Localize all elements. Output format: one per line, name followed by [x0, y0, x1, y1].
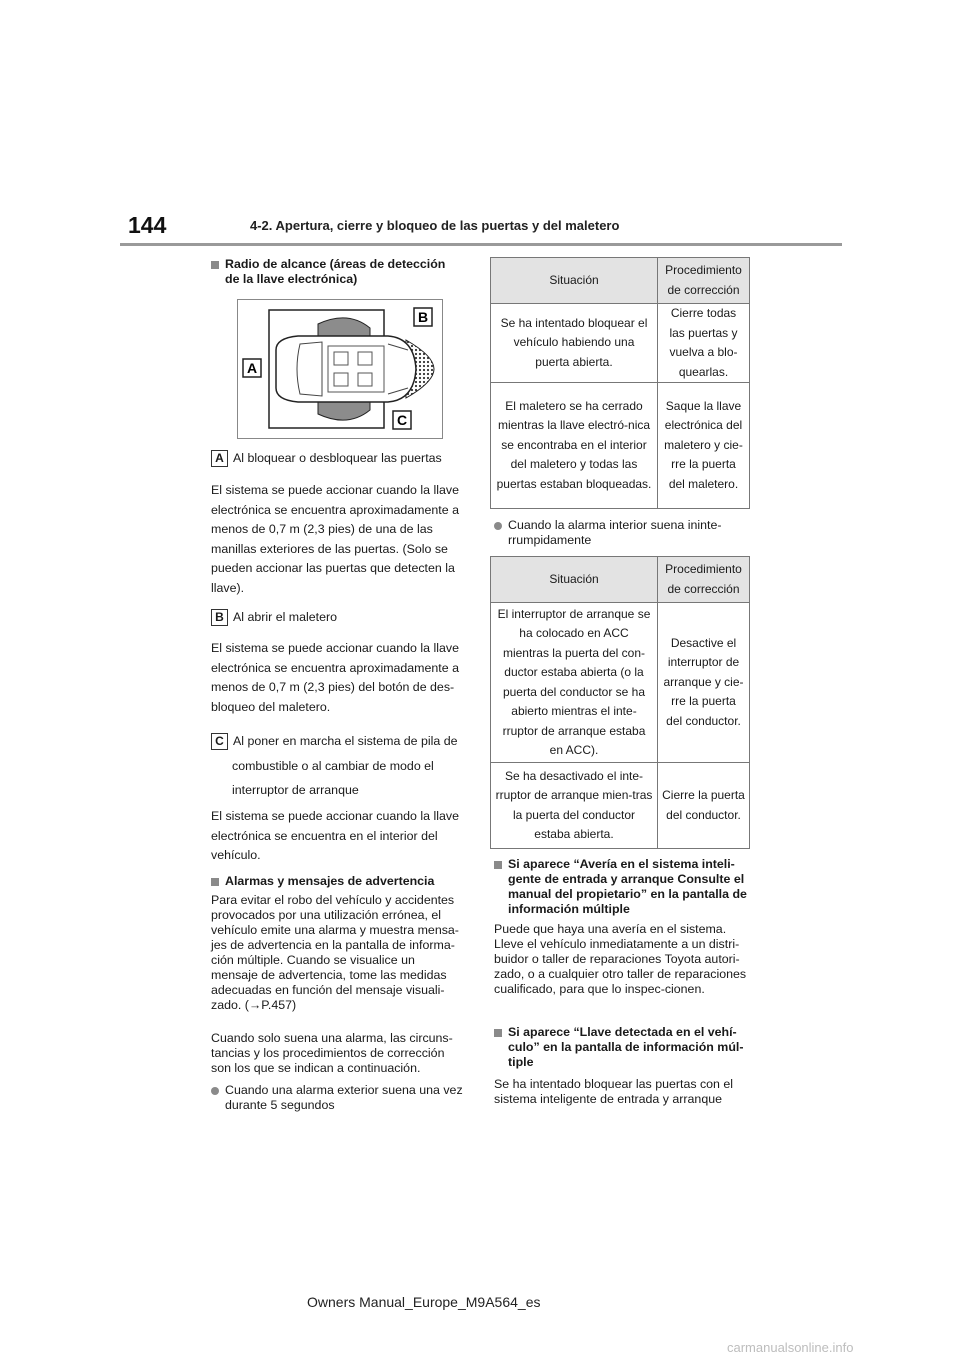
table-row: El interruptor de arranque se ha colocado en ACC mientras la puerta del con-ductor estaba abierta (o la puerta del conductor se ha abierto mientras el inte-rruptor de arranque estaba en ACC). Desactive el interruptor de arranque y cie-rre la puerta del conductor. [491, 603, 750, 763]
paragraph-alarms-2: Cuando solo suena una alarma, las circuns-tancias y los procedimientos de corrección son los que se indican a continuación. [211, 1031, 453, 1075]
heading-alarms: Alarmas y mensajes de advertencia [211, 874, 463, 889]
figure-label-b: B [417, 309, 429, 325]
table-header-situation: Situación [491, 258, 658, 304]
item-b: B Al abrir el maletero [211, 608, 463, 628]
figure-label-a: A [246, 360, 258, 376]
detection-range-figure [237, 299, 443, 439]
table-exterior-alarm [490, 257, 750, 509]
car-top-view-diagram [238, 300, 442, 438]
bullet-exterior-alarm: Cuando una alarma exterior suena una vez durante 5 segundos [211, 1083, 463, 1113]
item-c: C Al poner en marcha el sistema de pila de combustible o al cambiar de modo el interruptor de arranque [211, 729, 463, 803]
table-header-procedure: Procedimiento de corrección [658, 258, 750, 304]
page-number: 144 [128, 212, 167, 238]
heading-system-failure: Si aparece “Avería en el sistema inteli-gente de entrada y arranque Consulte el manual del propietario” en la pantalla de información múltiple [494, 857, 750, 917]
paragraph-key-detected: Se ha intentado bloquear las puertas con el sistema inteligente de entrada y arranque [494, 1077, 734, 1106]
paragraph-b: El sistema se puede accionar cuando la llave electrónica se encuentra aproximadamente a menos de 0,7 m (2,3 pies) del botón de des-bloqueo del maletero. [211, 641, 459, 714]
round-bullet-icon [494, 522, 502, 530]
paragraph-c: El sistema se puede accionar cuando la llave electrónica se encuentra en el interior del vehículo. [211, 809, 459, 862]
table-row: Se ha intentado bloquear el vehículo habiendo una puerta abierta. Cierre todas las puertas y vuelva a blo-quearlas. [491, 304, 750, 383]
watermark: carmanualsonline.info [727, 1340, 854, 1355]
item-a: A Al bloquear o desbloquear las puertas [211, 449, 463, 469]
figure-label-c: C [396, 412, 408, 428]
square-bullet-icon [211, 261, 219, 269]
paragraph-a: El sistema se puede accionar cuando la llave electrónica se encuentra aproximadamente a menos de 0,7 m (2,3 pies) de una de las manillas exteriores de las puertas. (Solo se pueden accionar las puertas que detecten la llave). [211, 483, 459, 595]
paragraph-alarms: Para evitar el robo del vehículo y accidentes provocados por una utilización errónea, el vehículo emite una alarma y muestra mensa-jes de advertencia en la pantalla de informa-ción múltiple. Cuando se visualice un mensaje de advertencia, tome las medidas adecuadas en función del mensaje visuali-zado. (→P.457) [211, 893, 459, 1012]
table-interior-alarm [490, 556, 750, 849]
table-row: El maletero se ha cerrado mientras la llave electró-nica se encontraba en el interior del maletero y todas las puertas estaban bloqueadas. Saque la llave electrónica del maletero y cie-rre la puerta del maletero. [491, 383, 750, 509]
square-bullet-icon [494, 1029, 502, 1037]
label-b-badge: B [211, 609, 228, 626]
label-c-badge: C [211, 733, 228, 750]
table-header-situation: Situación [491, 557, 658, 603]
section-title: 4-2. Apertura, cierre y bloqueo de las puertas y del maletero [250, 218, 620, 233]
square-bullet-icon [211, 878, 219, 886]
round-bullet-icon [211, 1087, 219, 1095]
footer-text: Owners Manual_Europe_M9A564_es [307, 1294, 541, 1310]
heading-key-detected: Si aparece “Llave detectada en el vehí-culo” en la pantalla de información múl-tiple [494, 1025, 750, 1070]
header-rule [120, 243, 842, 246]
table-row: Se ha desactivado el inte-rruptor de arranque mien-tras la puerta del conductor estaba abierta. Cierre la puerta del conductor. [491, 763, 750, 849]
paragraph-system-failure: Puede que haya una avería en el sistema. Lleve el vehículo inmediatamente a un distri-buidor o taller de reparaciones Toyota autori-zado, o a cualquier otro taller de reparaciones cualificado, para que lo inspec-cionen. [494, 922, 747, 996]
label-a-badge: A [211, 450, 228, 467]
table-header-procedure: Procedimiento de corrección [658, 557, 750, 603]
bullet-interior-alarm: Cuando la alarma interior suena ininte-rrumpidamente [494, 518, 746, 548]
square-bullet-icon [494, 861, 502, 869]
heading-range: Radio de alcance (áreas de detección de la llave electrónica) [211, 257, 463, 287]
